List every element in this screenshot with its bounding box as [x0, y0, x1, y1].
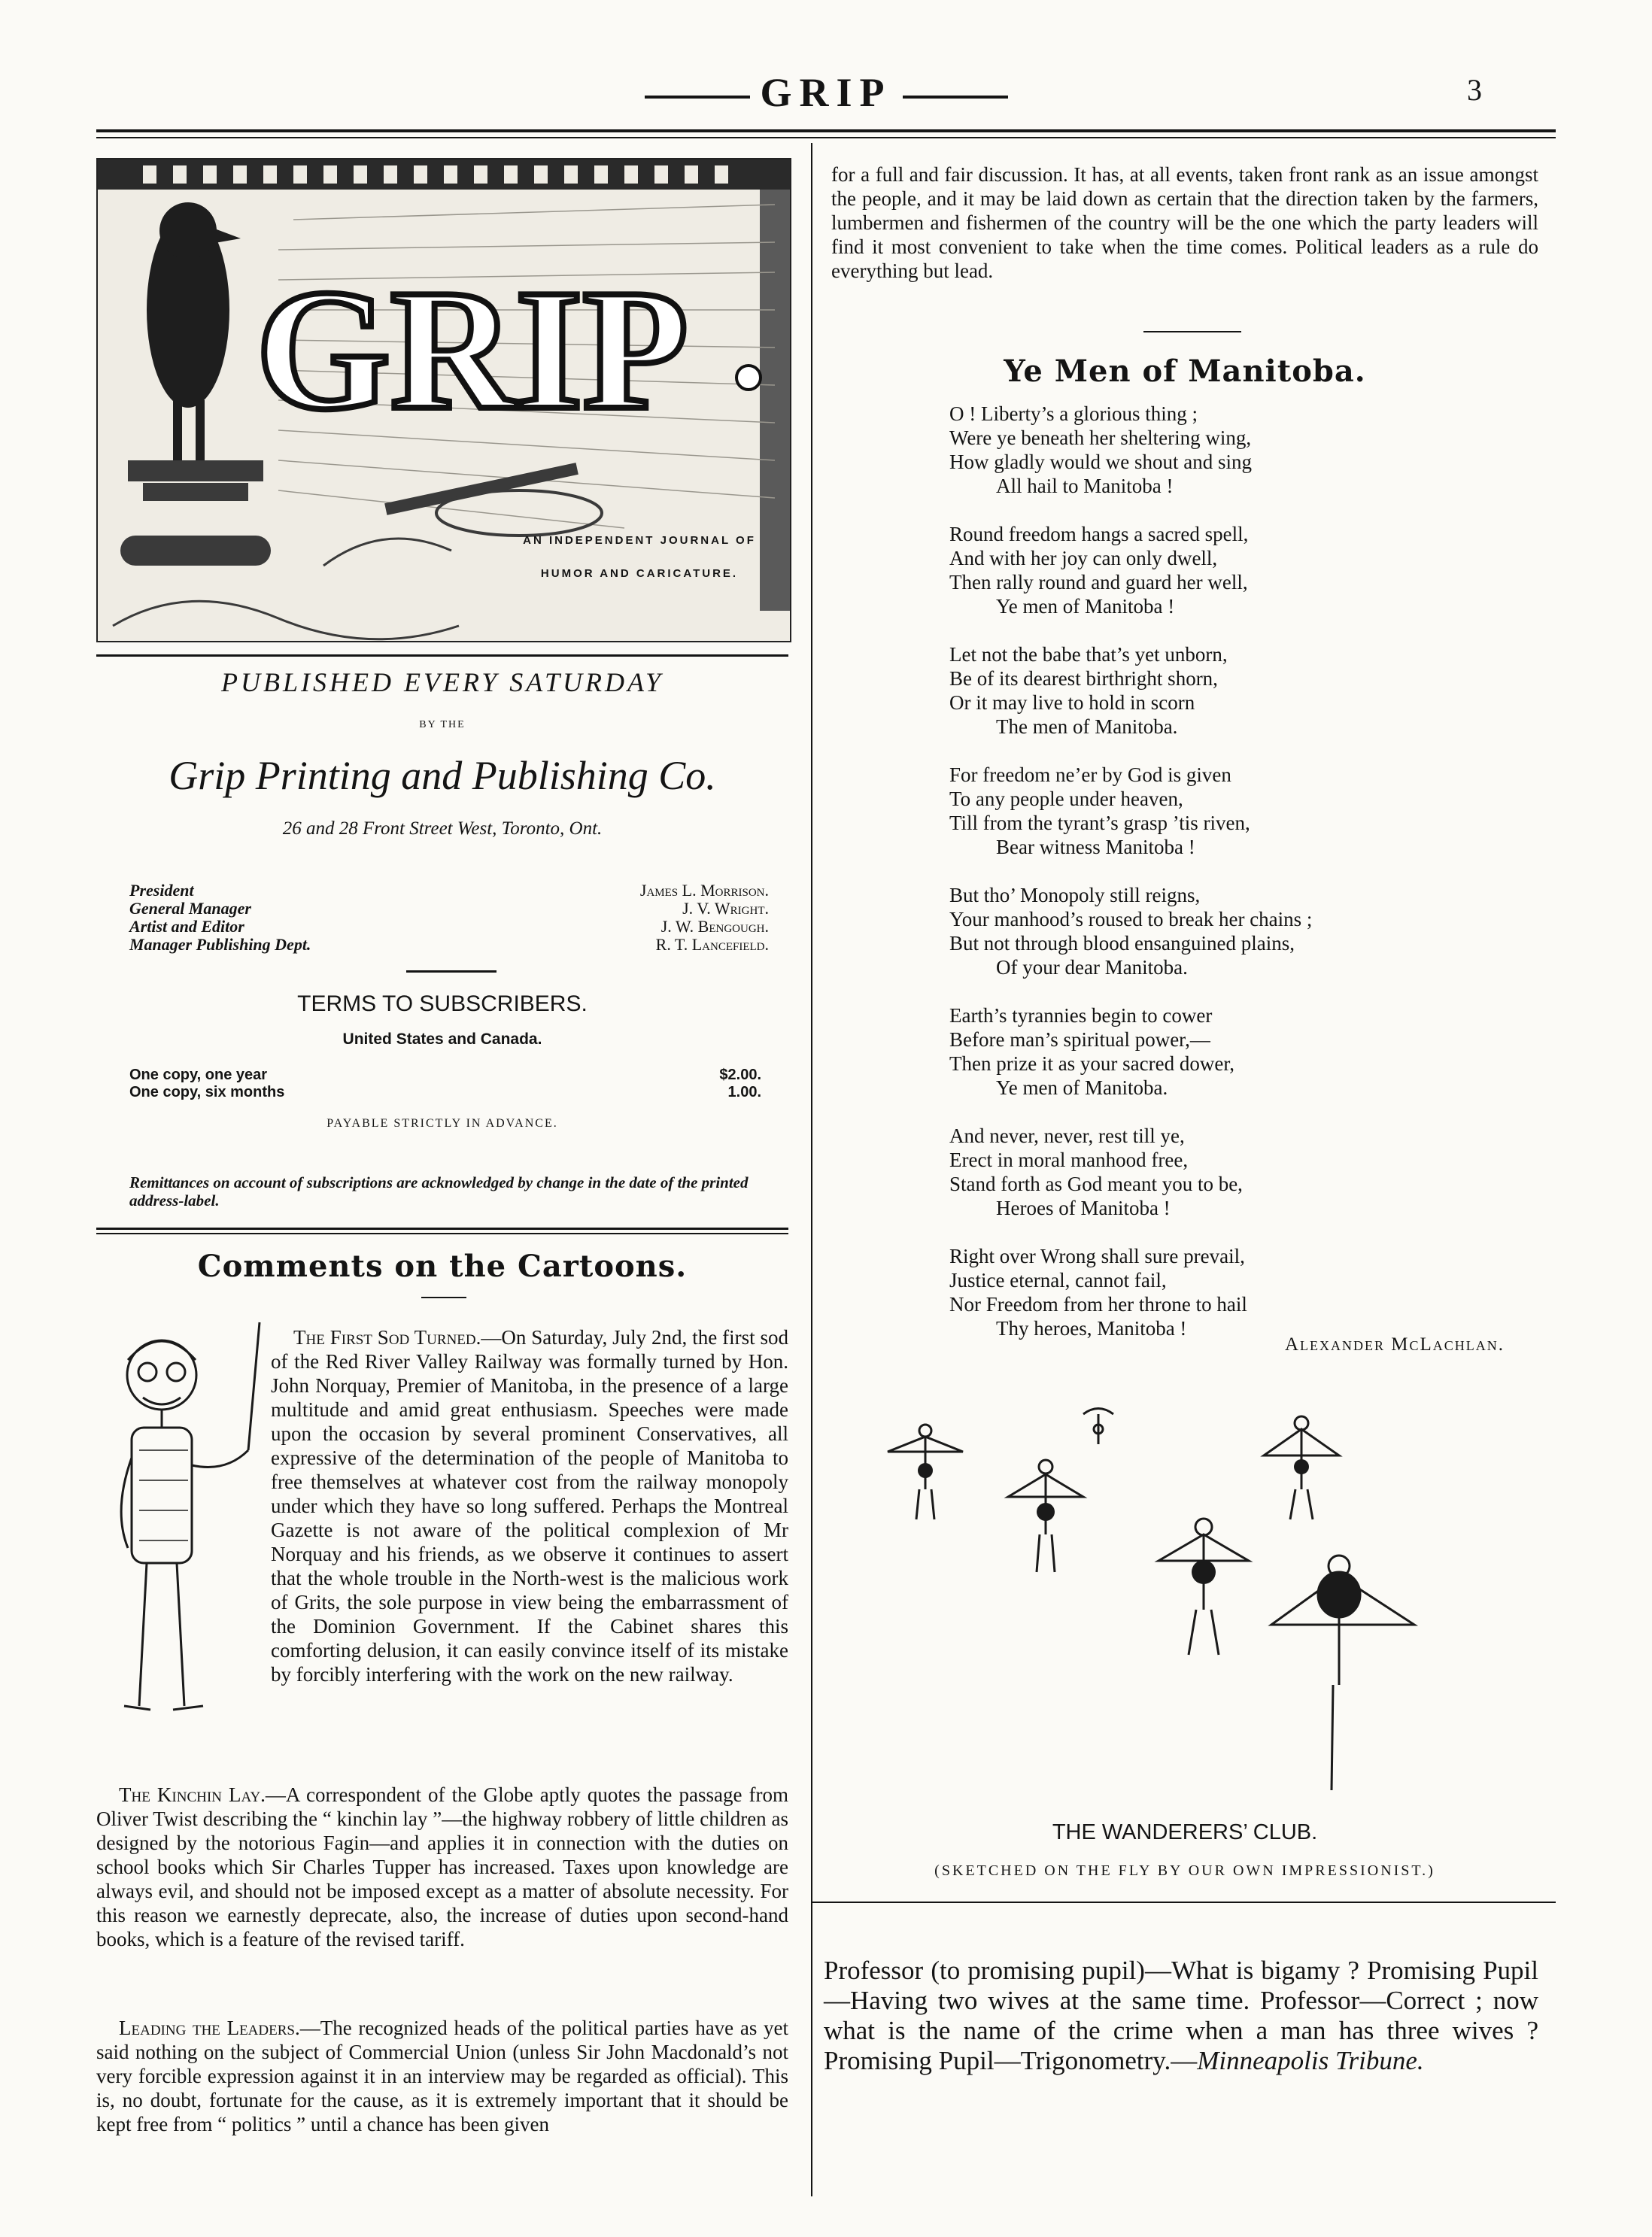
poem-line: To any people under heaven, — [949, 788, 1183, 810]
bat-figure — [1083, 1409, 1113, 1445]
poem-title: Ye Men of Manitoba. — [1004, 354, 1366, 389]
poem-line: Justice eternal, cannot fail, — [949, 1269, 1167, 1292]
officer-row — [129, 936, 769, 954]
poem — [949, 402, 1551, 1340]
poem-line: Bear witness Manitoba ! — [996, 836, 1195, 858]
remittance-note: Remittances on account of subscriptions are acknowledged by change in the date of the printed address-label. — [129, 1173, 749, 1210]
poem-line: Round freedom hangs a sacred spell, — [949, 523, 1249, 545]
officer-row — [129, 900, 769, 918]
poem-line: Right over Wrong shall sure prevail, — [949, 1245, 1245, 1267]
poem-line: And never, never, rest till ye, — [949, 1125, 1185, 1147]
published-every: PUBLISHED EVERY SATURDAY — [221, 667, 664, 697]
poem-line: How gladly would we shout and sing — [949, 451, 1252, 473]
terms-heading: TERMS TO SUBSCRIBERS. — [297, 991, 588, 1016]
comments-paragraph-3 — [96, 2016, 788, 2136]
bat-figure — [1159, 1519, 1249, 1655]
masthead-rule — [96, 654, 788, 657]
publisher-address: 26 and 28 Front Street West, Toronto, Ont. — [282, 818, 603, 839]
comments-paragraph-1 — [271, 1325, 788, 1686]
terms-subheading: United States and Canada. — [342, 1030, 542, 1048]
page-number: 3 — [1467, 73, 1482, 107]
joke-paragraph — [824, 1956, 1538, 2076]
publisher-name: Grip Printing and Publishing Co. — [169, 753, 716, 798]
officer-row — [129, 882, 769, 900]
comments-rule-thin — [96, 1233, 788, 1234]
masthead-tagline-line1: AN INDEPENDENT JOURNAL OF — [523, 534, 756, 547]
officer-role: President — [129, 881, 194, 900]
terms-label: One copy, six months — [129, 1084, 285, 1100]
running-head-title: GRIP — [0, 69, 1652, 116]
poem-line: Till from the tyrant’s grasp ’tis riven, — [949, 812, 1250, 834]
officer-name: James L. Morrison. — [639, 881, 769, 900]
comments-heading-rule — [421, 1297, 466, 1298]
terms-price: $2.00. — [719, 1067, 761, 1083]
poem-line: Heroes of Manitoba ! — [996, 1197, 1171, 1219]
masthead-illustration — [96, 158, 791, 642]
officer-role: Manager Publishing Dept. — [129, 935, 311, 954]
comments-p1-text: —On Saturday, July 2nd, the first sod of the Red River Valley Railway was formally turned by Hon. John Norquay, Premier of Manitoba, in the presence of a large multitude and amid great enthusiasm. Speeches were made upon the occasion by several prominent Conservatives, all expressive of the determination of the people of Manitoba to free themselves at whatever cost from the railway monopoly under which they have so long suffered. Perhaps the Montreal Gazette is not aware of the political complexion of Mr Norquay and his friends, as we observe it continues to assert that the whole trouble in the North-west is the malicious work of Grits, the sole purpose in view being the embarrassment of the Dominion Government. If the Cabinet shares this comforting delusion, it can easily convince itself of its mistake by forcibly interfering with the work on the new railway. — [271, 1326, 788, 1686]
caricature-illustration — [98, 1315, 263, 1736]
terms-divider — [406, 970, 497, 973]
poem-author: Alexander McLachlan. — [1284, 1334, 1505, 1355]
poem-line: Nor Freedom from her throne to hail — [949, 1293, 1247, 1316]
poem-line: Ye men of Manitoba ! — [996, 595, 1175, 618]
masthead-tagline-line2: HUMOR AND CARICATURE. — [540, 567, 739, 580]
terms-price: 1.00. — [727, 1084, 761, 1100]
comments-rule — [96, 1228, 788, 1230]
poem-line: Of your dear Manitoba. — [996, 956, 1188, 979]
terms-label: One copy, one year — [129, 1067, 268, 1083]
bat-figure — [1271, 1556, 1414, 1790]
joke-source: Minneapolis Tribune. — [1197, 2046, 1424, 2075]
poem-line: But tho’ Monopoly still reigns, — [949, 884, 1201, 906]
wanderers-club-illustration — [873, 1399, 1490, 1798]
poem-stanza — [949, 883, 1551, 979]
comments-p3-title: Leading the Leaders. — [119, 2017, 300, 2039]
terms-row — [129, 1067, 761, 1084]
poem-stanza — [949, 402, 1551, 498]
masthead-tagline — [489, 524, 790, 590]
poem-stanza — [949, 1124, 1551, 1220]
officer-role: General Manager — [129, 899, 251, 918]
terms-row — [129, 1084, 761, 1101]
poem-line: For freedom ne’er by God is given — [949, 763, 1231, 786]
poem-line: O ! Liberty’s a glorious thing ; — [949, 402, 1198, 425]
running-head — [0, 0, 1652, 120]
poem-stanza — [949, 522, 1551, 618]
poem-line: Stand forth as God meant you to be, — [949, 1173, 1243, 1195]
masthead-title: GRIP — [256, 253, 688, 445]
comments-heading: Comments on the Cartoons. — [197, 1249, 688, 1284]
officer-name: R. T. Lancefield. — [655, 935, 769, 954]
poem-line: Or it may live to hold in scorn — [949, 691, 1195, 714]
officers-list — [129, 882, 769, 954]
poem-line: Then prize it as your sacred dower, — [949, 1052, 1235, 1075]
illustration-caption: THE WANDERERS’ CLUB. — [1052, 1820, 1318, 1844]
comments-p1-title: The First Sod Turned. — [293, 1326, 481, 1349]
poem-line: Then rally round and guard her well, — [949, 571, 1248, 593]
poem-line: All hail to Manitoba ! — [996, 475, 1174, 497]
poem-line: Earth’s tyrannies begin to cower — [949, 1004, 1213, 1027]
comments-paragraph-2 — [96, 1783, 788, 1951]
officer-name: J. V. Wright. — [682, 899, 769, 918]
poem-line: Thy heroes, Manitoba ! — [996, 1317, 1187, 1340]
officer-name: J. W. Bengough. — [660, 917, 769, 936]
poem-line: And with her joy can only dwell, — [949, 547, 1218, 569]
comments-p2-title: The Kinchin Lay. — [119, 1783, 266, 1806]
poem-line: The men of Manitoba. — [996, 715, 1178, 738]
joke-text: Professor (to promising pupil)—What is bigamy ? Promising Pupil—Having two wives at the same time. Professor—Correct ; now what is the name of the crime when a man has three wives ? Promising Pupil—Trigonometry.— — [824, 1956, 1538, 2075]
poem-line: Let not the babe that’s yet unborn, — [949, 643, 1228, 666]
joke-rule — [812, 1902, 1556, 1903]
poem-stanza — [949, 1244, 1551, 1340]
terms-table — [129, 1067, 761, 1101]
officer-row — [129, 918, 769, 936]
header-rule-top — [96, 129, 1556, 132]
poem-stanza — [949, 642, 1551, 739]
comments-p3-text: —The recognized heads of the political parties have as yet said nothing on the subject of Commercial Union (unless Sir John Macdonald’s not very forcible expression against it in an interview may be regarded as official). This is, no doubt, fortunate for the cause, as it is extremely important that it should be kept free from “ politics ” until a chance has been given — [96, 2017, 788, 2135]
poem-stanza — [949, 763, 1551, 859]
poem-line: Erect in moral manhood free, — [949, 1149, 1189, 1171]
poem-line: Your manhood’s roused to break her chains ; — [949, 908, 1313, 930]
header-rule-bottom — [96, 137, 1556, 138]
comments-p2-text: —A correspondent of the Globe aptly quotes the passage from Oliver Twist describing the “ kinchin lay ”—the highway robbery of little children as designed by the notorious Fagin—and applies it in connection with the duties on school books which Sir Charles Tupper has increased. Taxes upon knowledge are always evil, and should not be imposed except as a matter of absolute necessity. For this reason we earnestly deprecate, also, the increase of duties upon second-hand books, which is a feature of the revised tariff. — [96, 1783, 789, 1950]
poem-line: Were ye beneath her sheltering wing, — [949, 426, 1252, 449]
payable-notice: PAYABLE STRICTLY IN ADVANCE. — [326, 1117, 558, 1130]
poem-rule — [1143, 331, 1241, 332]
officer-role: Artist and Editor — [129, 917, 244, 936]
poem-line: Ye men of Manitoba. — [996, 1076, 1168, 1099]
poem-line: But not through blood ensanguined plains, — [949, 932, 1295, 955]
column-divider — [811, 143, 812, 2196]
poem-stanza — [949, 1003, 1551, 1100]
poem-line: Before man’s spiritual power,— — [949, 1028, 1210, 1051]
continuation-paragraph: for a full and fair discussion. It has, at all events, taken front rank as an issue amongst the people, and it may be laid down as certain that the direction taken by the farmers, lumbermen and fishermen of the country will be the one which the party leaders will find it most convenient to take when the time comes. Political leaders as a rule do everything but lead. — [831, 163, 1538, 282]
by-the: BY THE — [419, 719, 466, 730]
illustration-subcaption: (SKETCHED ON THE FLY BY OUR OWN IMPRESSIONIST.) — [934, 1862, 1435, 1879]
poem-line: Be of its dearest birthright shorn, — [949, 667, 1218, 690]
